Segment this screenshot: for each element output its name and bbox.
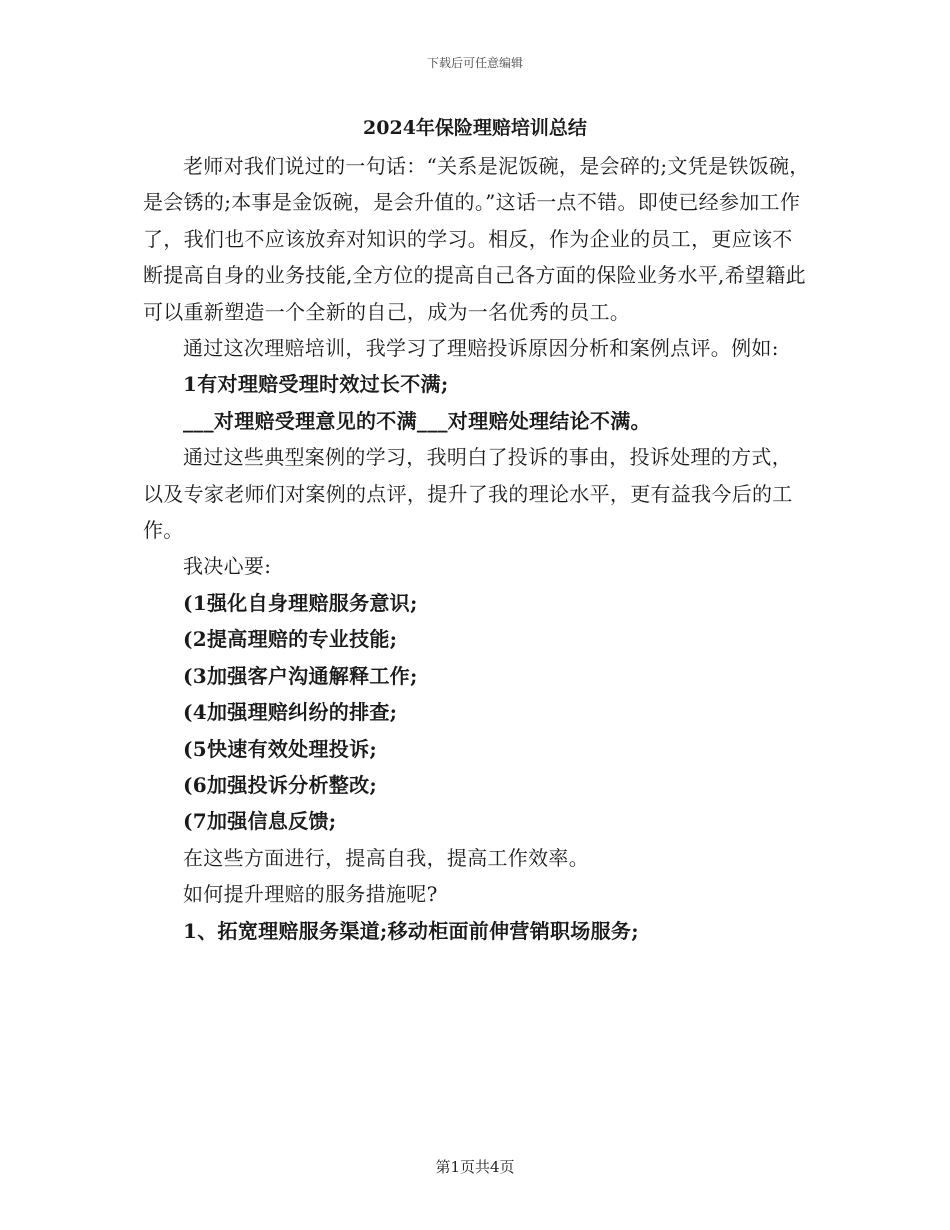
measure-item-1: 1、拓宽理赔服务渠道;移动柜面前伸营销职场服务;: [183, 918, 639, 943]
paragraph-resolve: 我决心要:: [183, 554, 272, 579]
resolution-item: (2提高理赔的专业技能;: [183, 627, 398, 652]
resolution-item: (7加强信息反馈;: [183, 809, 337, 834]
resolution-item: (6加强投诉分析整改;: [183, 772, 378, 797]
resolution-item: (1强化自身理赔服务意识;: [183, 590, 418, 615]
complaint-item-1: 1有对理赔受理时效过长不满;: [183, 372, 449, 397]
document-title: 2024年保险理赔培训总结: [363, 117, 587, 139]
header-note: 下载后可任意编辑: [426, 56, 523, 70]
paragraph-training: 通过这次理赔培训，我学习了理赔投诉原因分析和案例点评。例如:: [183, 336, 779, 361]
complaint-item-2: ___对理赔受理意见的不满___对理赔处理结论不满。: [183, 408, 651, 433]
paragraph-cases: 通过这些典型案例的学习，我明白了投诉的事由，投诉处理的方式，以及专家老师们对案例的点评，提升了我的理论水平，更有益我今后的工作。: [143, 445, 793, 543]
resolution-item: (4加强理赔纠纷的排查;: [183, 700, 398, 725]
paragraph-question: 如何提升理赔的服务措施呢?: [183, 882, 438, 907]
page-footer: 第1页共4页: [435, 1158, 515, 1176]
paragraph-improve: 在这些方面进行，提高自我，提高工作效率。: [183, 845, 589, 870]
resolution-item: (3加强客户沟通解释工作;: [183, 663, 418, 688]
resolution-item: (5快速有效处理投诉;: [183, 736, 378, 761]
document-body: [143, 148, 811, 949]
paragraph-intro: 老师对我们说过的一句话：“关系是泥饭碗，是会碎的;文凭是铁饭碗，是会锈的;本事是金饭碗，是会升值的。”这话一点不错。即使已经参加工作了，我们也不应该放弃对知识的学习。相反，作为企业的员工，更应该不断提高自身的业务技能,全方位的提高自己各方面的保险业务水平,希望籍此可以重新塑造一个全新的自己，成为一名优秀的员工。: [143, 154, 810, 324]
